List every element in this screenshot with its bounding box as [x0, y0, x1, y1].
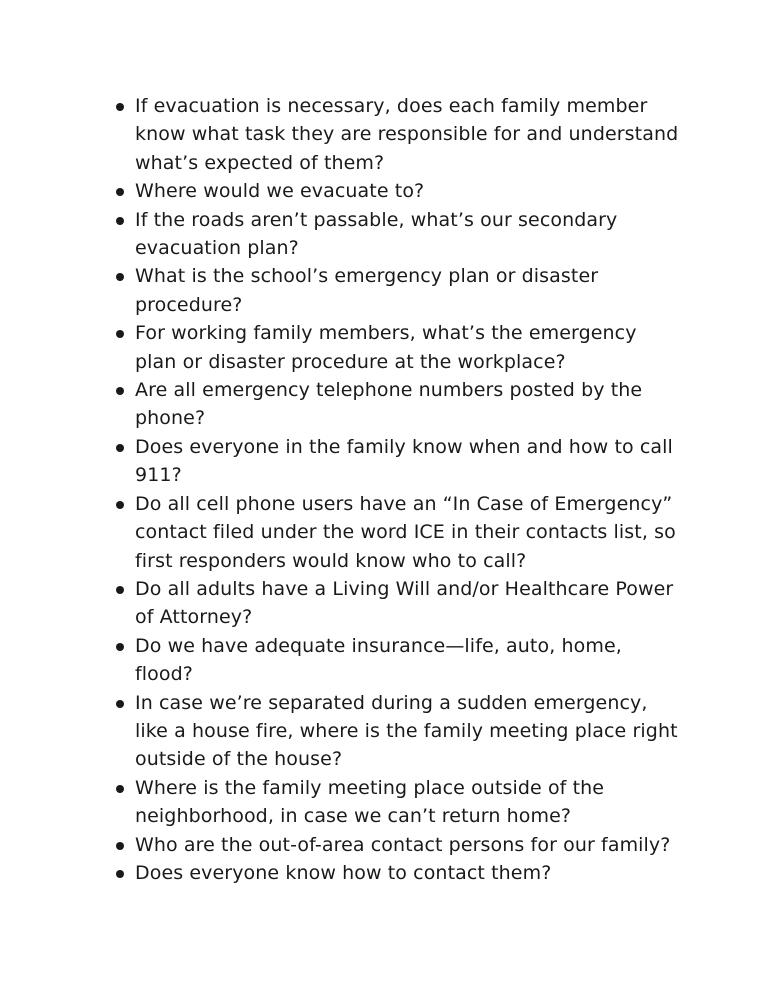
list-item-text: Who are the out-of-area contact persons for our family?: [135, 833, 671, 856]
list-item: [113, 319, 688, 376]
list-item-text: If the roads aren’t passable, what’s our secondary evacuation plan?: [135, 208, 618, 260]
bullet-icon: [116, 842, 124, 850]
list-item: [113, 433, 688, 490]
list-item: [113, 376, 688, 433]
bullet-icon: [116, 217, 124, 225]
list-item-text: In case we’re separated during a sudden emergency, like a house fire, where is the family meeting place right outside of the house?: [135, 691, 678, 771]
bullet-icon: [116, 188, 124, 196]
bullet-icon: [116, 387, 124, 395]
list-item: [113, 206, 688, 263]
list-item: [113, 177, 688, 205]
list-item: [113, 575, 688, 632]
bullet-icon: [116, 103, 124, 111]
list-item-text: Where would we evacuate to?: [135, 180, 425, 203]
list-item-text: Do all adults have a Living Will and/or Healthcare Power of Attorney?: [135, 577, 674, 629]
bullet-icon: [116, 700, 124, 708]
list-item-text: Where is the family meeting place outside of the neighborhood, in case we can’t return home?: [135, 776, 605, 828]
emergency-checklist: [113, 92, 688, 887]
list-item-text: Does everyone know how to contact them?: [135, 861, 552, 884]
bullet-icon: [116, 501, 124, 509]
bullet-icon: [116, 273, 124, 281]
list-item-text: If evacuation is necessary, does each family member know what task they are responsible for and understand what’s expected of them?: [135, 95, 679, 174]
list-item: [113, 92, 688, 177]
list-item: [113, 490, 688, 575]
list-item-text: Are all emergency telephone numbers posted by the phone?: [135, 379, 643, 430]
list-item: [113, 689, 688, 774]
list-item: [113, 262, 688, 319]
bullet-icon: [116, 643, 124, 651]
bullet-icon: [116, 870, 124, 878]
list-item: [113, 774, 688, 831]
list-item: [113, 831, 688, 859]
bullet-icon: [116, 330, 124, 338]
list-item: [113, 859, 688, 887]
list-item-text: Do we have adequate insurance—life, auto, home, flood?: [135, 634, 622, 686]
list-item-text: Do all cell phone users have an “In Case of Emergency” contact filed under the word ICE in their contacts list, so first responders would know who to call?: [135, 492, 676, 572]
list-item-text: Does everyone in the family know when and how to call 911?: [135, 435, 673, 487]
list-item-text: For working family members, what’s the emergency plan or disaster procedure at the workplace?: [135, 322, 637, 373]
bullet-icon: [116, 586, 124, 594]
bullet-icon: [116, 785, 124, 793]
list-item: [113, 632, 688, 689]
bullet-icon: [116, 444, 124, 452]
list-item-text: What is the school’s emergency plan or disaster procedure?: [135, 265, 599, 316]
